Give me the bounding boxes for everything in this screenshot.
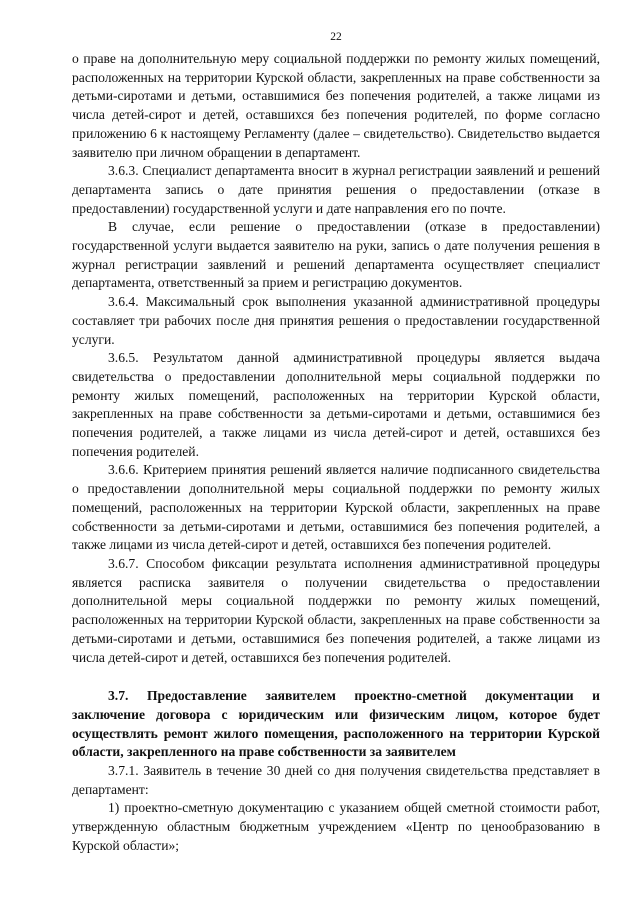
paragraph-3-6-7: 3.6.7. Способом фиксации результата исполнения административной процедуры является расписка заявителя о получении свидетельства о предоставлении дополнительной меры социальной поддержки по ремонту жилых помещений, расположенных на территории Курской области, закрепленных на праве собственности за детьми-сиротами и детьми, оставшимися без попечения родителей, а также лицами из числа детей-сирот и детей, оставшихся без попечения родителей. xyxy=(72,555,600,665)
paragraph-3-6-4: 3.6.4. Максимальный срок выполнения указанной административной процедуры составляет три рабочих после дня принятия решения о предоставлении государственной услуги. xyxy=(72,294,600,347)
paragraph-3-6-3: 3.6.3. Специалист департамента вносит в журнал регистрации заявлений и решений департамента запись о дате принятия решения о предоставлении (отказе в предоставлении) государственной услуги и дате направления его по почте. xyxy=(72,163,600,216)
document-page xyxy=(72,30,600,856)
section-heading-3-7: 3.7. Предоставление заявителем проектно-сметной документации и заключение договора с юридическим или физическим лицом, которое будет осуществлять ремонт жилого помещения, расположенного на территории Курской области, закрепленного на праве собственности за заявителем xyxy=(72,688,600,760)
list-item-1: 1) проектно-сметную документацию с указанием общей сметной стоимости работ, утвержденную областным бюджетным учреждением «Центр по ценообразованию в Курской области»; xyxy=(72,800,600,853)
paragraph-3-7-1: 3.7.1. Заявитель в течение 30 дней со дня получения свидетельства представляет в департамент: xyxy=(72,763,600,797)
paragraph-3-6-6: 3.6.6. Критерием принятия решений является наличие подписанного свидетельства о предоставлении дополнительной меры социальной поддержки по ремонту жилых помещений, расположенных на территории Курской области, закрепленных на праве собственности за детьми-сиротами и детьми, оставшимися без попечения родителей, а также лицами из числа детей-сирот и детей, оставшихся без попечения родителей. xyxy=(72,462,600,553)
paragraph-hand-delivery: В случае, если решение о предоставлении (отказе в предоставлении) государственной услуги выдается заявителю на руки, запись о дате получения решения в журнал регистрации заявлений и решений департамента осуществляет специалист департамента, ответственный за прием и регистрацию документов. xyxy=(72,219,600,291)
paragraph-3-6-5: 3.6.5. Результатом данной административной процедуры является выдача свидетельства о предоставлении дополнительной меры социальной поддержки по ремонту жилых помещений, расположенных на территории Курской области, закрепленных на праве собственности за детьми-сиротами и детьми, оставшимися без попечения родителей, а также лицами из числа детей-сирот и детей, оставшихся без попечения родителей. xyxy=(72,350,600,459)
paragraph-continuation: о праве на дополнительную меру социальной поддержки по ремонту жилых помещений, расположенных на территории Курской области, закрепленных на праве собственности за детьми-сиротами и детьми, оставшимися без попечения родителей, а также лицами из числа детей-сирот и детей, оставшихся без попечения родителей, по форме согласно приложению 6 к настоящему Регламенту (далее – свидетельство). Свидетельство выдается заявителю при личном обращении в департамент. xyxy=(72,51,600,160)
page-number: 22 xyxy=(330,31,342,43)
